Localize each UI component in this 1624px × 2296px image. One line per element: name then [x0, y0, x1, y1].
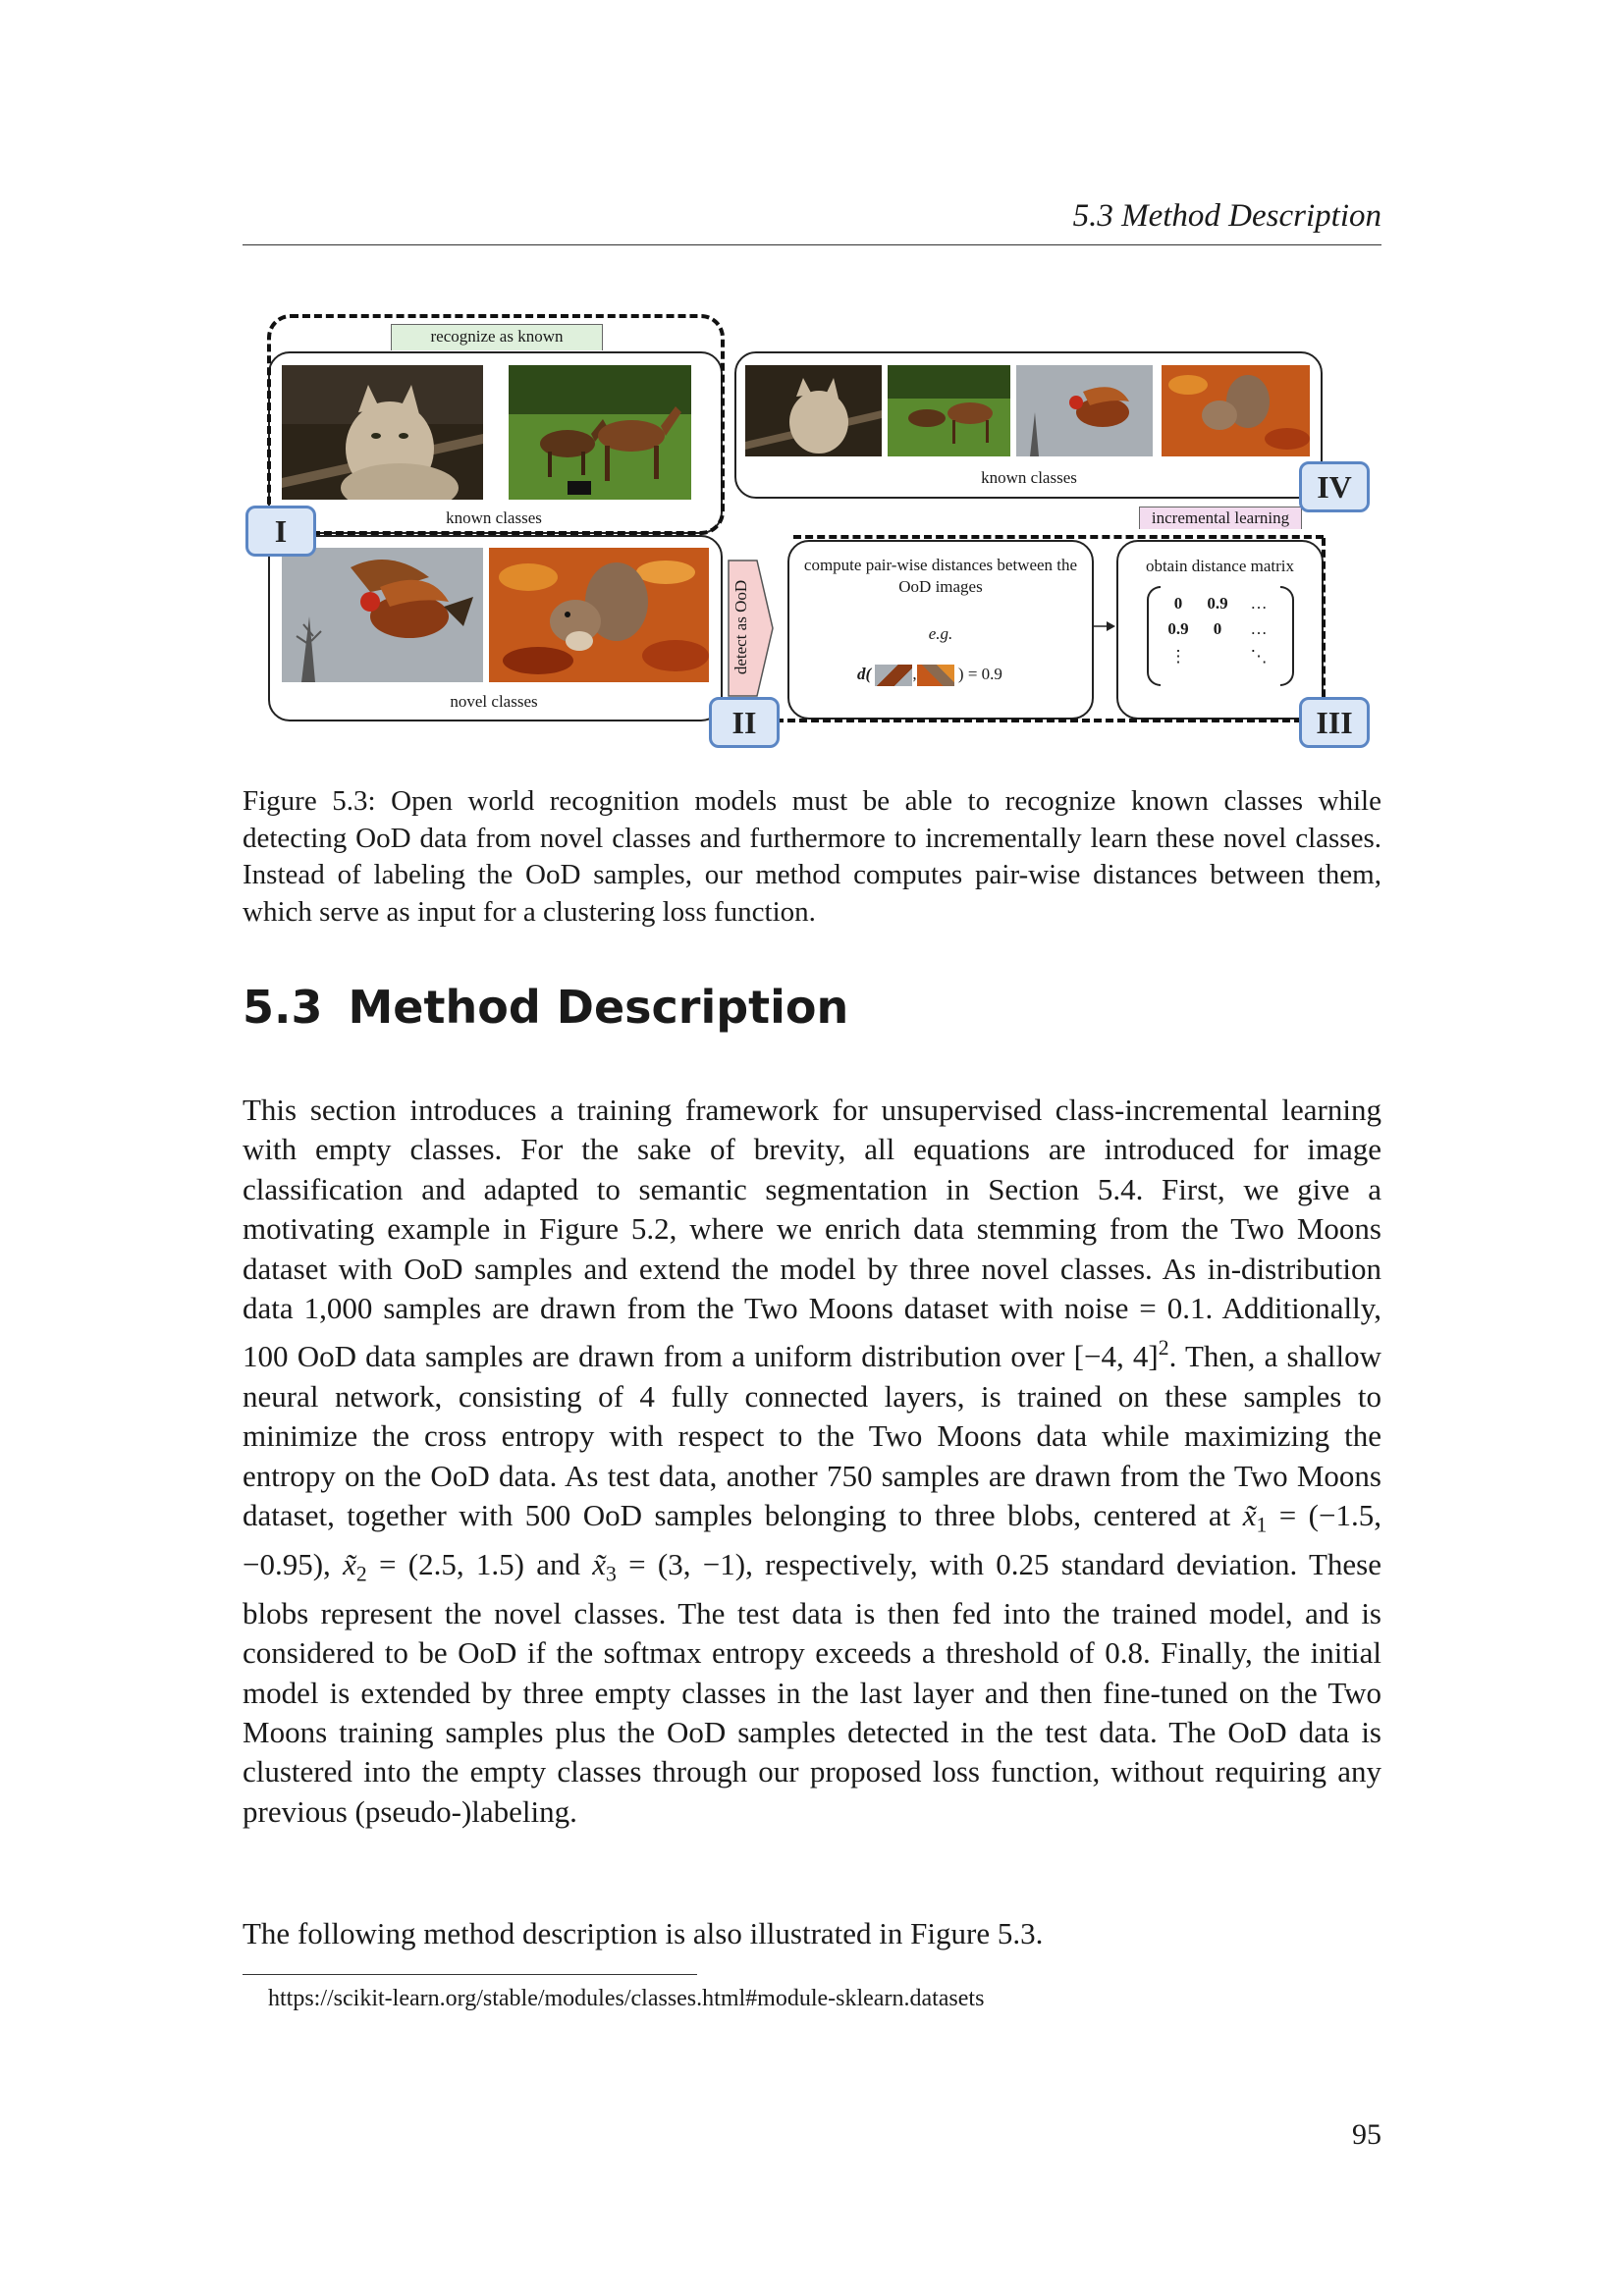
known-cat-thumb: [745, 365, 882, 456]
compute-distances-text: compute pair-wise distances between the OoD images: [803, 556, 1078, 596]
squirrel-photo: [489, 548, 709, 682]
closing-paragraph: The following method description is also illustrated in Figure 5.3.: [243, 1916, 1044, 1950]
running-header: 5.3 Method Description: [1072, 198, 1381, 234]
recognize-tab: recognize as known: [391, 324, 603, 350]
matrix-cell: ⋮: [1169, 647, 1187, 666]
squirrel-mini-thumb: [917, 665, 954, 686]
body-text-2: . Then, a shallow neural network, consisting of 4 fully connected layers, is trained on these samples to minimize the cross entropy with respect to the Two Moons data while maximizing the entropy on the OoD data. As test data, another 750 samples are drawn from the Two Moons dataset, together with 500 OoD samples belonging to three blobs, centered at: [243, 1339, 1381, 1532]
chicken-mini-thumb: [875, 665, 912, 686]
flow-arrow: [1093, 616, 1116, 636]
known-classes-label-left: known classes: [446, 508, 542, 527]
body-text-1: This section introduces a training framework for unsupervised class-incremental learning with empty classes. For the sake of brevity, all equations are introduced for image classification and adapted to semantic segmentation in Section 5.4. First, we give a motivating example in Figure 5.2, where we enrich data stemming from the Two Moons dataset with OoD samples and extend the model by three novel classes. As in-distribution data 1,000 samples are drawn from the Two Moons dataset with noise = 0.1. Additionally, 100 OoD data samples are drawn from a uniform distribution over [−4, 4]: [243, 1093, 1381, 1374]
matrix-cell: [1196, 645, 1239, 668]
section-number: 5.3: [243, 981, 323, 1034]
page-number: 95: [1352, 2118, 1381, 2151]
ood-dashed-top: [793, 535, 1324, 539]
footnote-rule: [243, 1974, 697, 1975]
math-x2-value: = (2.5, 1.5) and: [366, 1546, 593, 1581]
matrix-cell: 0: [1213, 619, 1222, 638]
footnote-link[interactable]: https://scikit-learn.org/stable/modules/classes.html#module-sklearn.datasets: [268, 1986, 985, 2011]
body-text-3: , respectively, with 0.25 standard deviation. These blobs represent the novel classes. The test data is then fed into the trained model, and is considered to be OoD if the softmax entropy exceeds a threshold of 0.8. Finally, the initial model is extended by three empty classes in the last layer and then fine-tuned on the Two Moons training samples plus the OoD samples detected in the test data. The OoD data is clustered into the empty classes through our proposed loss function, without requiring any previous (pseudo-)labeling.: [243, 1546, 1381, 1829]
matrix-right-paren: [1280, 586, 1294, 686]
known-squirrel-thumb: [1162, 365, 1310, 456]
ood-dashed-right: [1322, 538, 1326, 721]
matrix-row: [1161, 645, 1280, 668]
section-title: Method Description: [348, 981, 849, 1034]
obtain-matrix-text: obtain distance matrix: [1145, 557, 1295, 575]
math-x1: x̃: [1242, 1497, 1257, 1532]
math-x3: x̃: [592, 1546, 607, 1581]
math-x1-value: = (−1.5, −0.95),: [243, 1497, 1381, 1581]
horse-photo: [509, 365, 691, 500]
body-paragraph: [243, 1091, 1381, 1832]
known-classes-label-right: known classes: [981, 468, 1077, 487]
figure: [0, 0, 1624, 766]
matrix-row: [1161, 617, 1280, 641]
eg-label: e.g.: [928, 624, 953, 643]
matrix-cell: ⋱: [1250, 647, 1268, 666]
math-x3-value: = (3, −1): [616, 1546, 746, 1581]
ood-dashed-bottom: [776, 719, 1326, 722]
distance-d: d(: [857, 665, 872, 683]
math-x3-sub: 3: [606, 1562, 617, 1586]
detect-ood-label: detect as OoD: [731, 579, 750, 675]
matrix-cell: 0.9: [1207, 594, 1228, 613]
distance-example: [857, 660, 1002, 689]
stage-iii-badge: III: [1299, 697, 1370, 748]
stage-ii-badge: II: [709, 697, 780, 748]
matrix-left-paren: [1147, 586, 1161, 686]
math-x2-sub: 2: [355, 1562, 367, 1586]
incremental-learning-tab: incremental learning: [1139, 507, 1302, 529]
stage-iv-badge: IV: [1299, 461, 1370, 512]
section-heading: [243, 978, 848, 1037]
novel-classes-label: novel classes: [450, 692, 538, 711]
distance-comma: ,: [912, 665, 917, 683]
cat-photo: [282, 365, 483, 500]
matrix-row: [1161, 592, 1280, 615]
matrix-cell: 0: [1173, 594, 1183, 613]
chicken-photo: [282, 548, 483, 682]
math-x2: x̃: [343, 1546, 356, 1581]
matrix-cell: …: [1250, 594, 1268, 613]
figure-caption: Figure 5.3: Open world recognition models must be able to recognize known classes while detecting OoD data from novel classes and furthermore to incrementally learn these novel classes. Instead of labeling the OoD samples, our method computes pair-wise distances between them, which serve as input for a clustering loss function.: [243, 785, 1381, 928]
known-horse-thumb: [888, 365, 1010, 456]
matrix-cell: 0.9: [1167, 619, 1189, 638]
distance-result: ) = 0.9: [957, 665, 1002, 683]
distance-matrix: [1147, 586, 1294, 684]
superscript: 2: [1158, 1336, 1169, 1361]
stage-i-badge: I: [245, 506, 316, 557]
known-chicken-thumb: [1016, 365, 1153, 456]
matrix-cell: …: [1250, 619, 1268, 638]
math-x1-sub: 1: [1256, 1513, 1268, 1537]
